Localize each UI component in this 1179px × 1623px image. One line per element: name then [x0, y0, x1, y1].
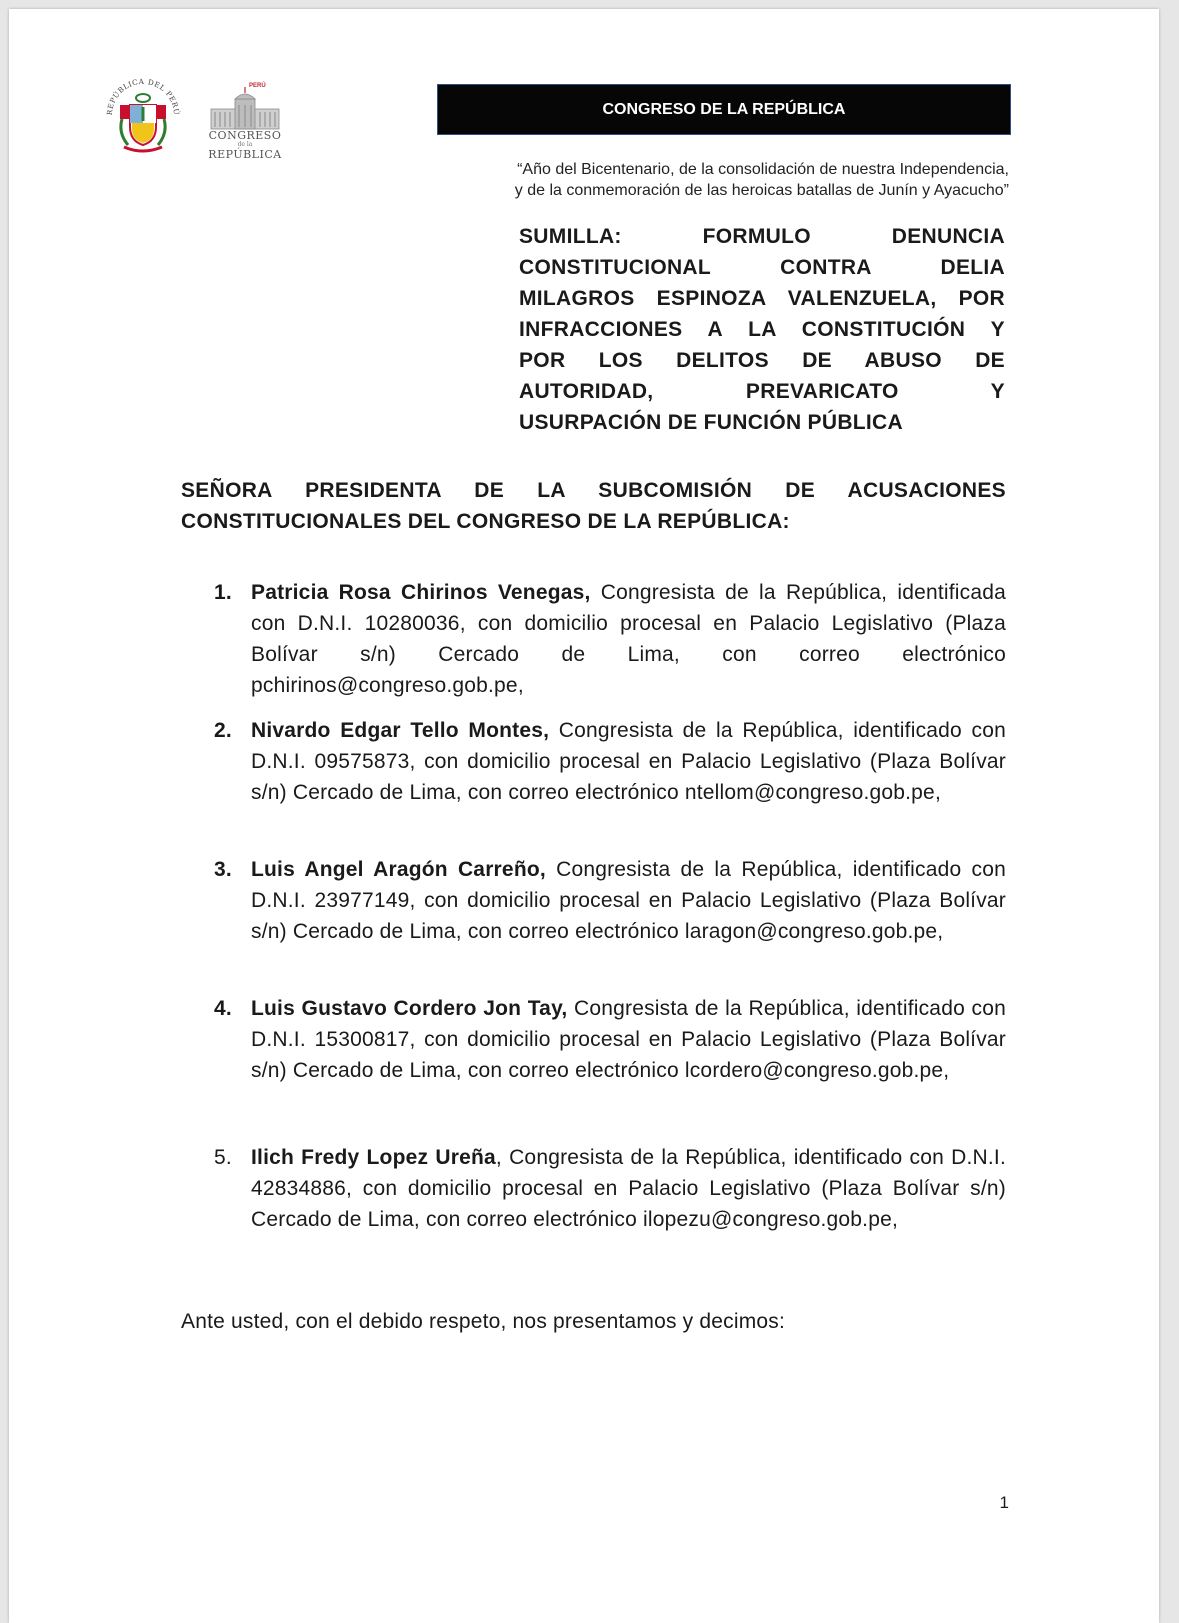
sumilla-line: CONSTITUCIONAL CONTRA DELIA: [519, 256, 1005, 279]
list-item: [214, 715, 1006, 808]
list-item-number: 4.: [214, 997, 232, 1020]
header-title-bar: [437, 84, 1011, 135]
closing-statement: Ante usted, con el debido respeto, nos presentamos y decimos:: [181, 1310, 786, 1333]
header-title: CONGRESO DE LA REPÚBLICA: [602, 100, 846, 118]
list-item: [214, 1142, 1006, 1235]
congreso-logo: [205, 83, 285, 161]
motto-line-1: “Año del Bicentenario, de la consolidación de nuestra Independencia,: [517, 161, 1009, 178]
party-name: Luis Angel Aragón Carreño,: [251, 858, 546, 881]
party-details: Congresista de la República, identificado con D.N.I. 23977149, con domicilio procesal en Palacio Legislativo (Plaza Bolívar s/n) Cercado de Lima, con correo electrónico laragon@congreso.gob.pe,: [251, 858, 1006, 943]
sumilla-block: [519, 221, 1005, 438]
list-item: [214, 854, 1006, 947]
list-item-number: 2.: [214, 719, 232, 742]
party-details: Congresista de la República, identificado con D.N.I. 09575873, con domicilio procesal en Palacio Legislativo (Plaza Bolívar s/n) Cercado de Lima, con correo electrónico ntellom@congreso.gob.pe,: [251, 719, 1006, 804]
party-details: , Congresista de la República, identificado con D.N.I. 42834886, con domicilio procesal en Palacio Legislativo (Plaza Bolívar s/n) Cercado de Lima, con correo electrónico ilopezu@congreso.gob.pe,: [251, 1146, 1006, 1231]
year-motto: [439, 159, 1009, 201]
list-item-number: 5.: [214, 1146, 232, 1169]
seal-text: REPÚBLICA DEL PERÚ: [104, 76, 182, 116]
sumilla-line: MILAGROS ESPINOZA VALENZUELA, POR: [519, 287, 1005, 310]
sumilla-line: AUTORIDAD, PREVARICATO Y: [519, 380, 1005, 403]
party-details: Congresista de la República, identificada con D.N.I. 10280036, con domicilio procesal en Palacio Legislativo (Plaza Bolívar s/n) Cercado de Lima, con correo electrónico pchirinos@congreso.gob.pe,: [251, 581, 1006, 697]
party-name: Ilich Fredy Lopez Ureña: [251, 1146, 496, 1169]
congreso-logo-line1: CONGRESO: [208, 129, 282, 142]
list-item: [214, 577, 1006, 701]
list-item-number: 3.: [214, 858, 232, 881]
congress-building-icon: [205, 87, 285, 133]
addressee-line-2: CONSTITUCIONALES DEL CONGRESO DE LA REPÚBLICA:: [181, 510, 790, 533]
page-number: 1: [999, 1493, 1009, 1512]
party-name: Patricia Rosa Chirinos Venegas,: [251, 581, 591, 604]
document-page: [9, 9, 1159, 1623]
sumilla-line: USURPACIÓN DE FUNCIÓN PÚBLICA: [519, 411, 903, 434]
congreso-logo-line2: de la: [237, 141, 253, 148]
party-name: Luis Gustavo Cordero Jon Tay,: [251, 997, 568, 1020]
motto-line-2: y de la conmemoración de las heroicas batallas de Junín y Ayacucho”: [514, 182, 1009, 199]
party-name: Nivardo Edgar Tello Montes,: [251, 719, 550, 742]
sumilla-line: INFRACCIONES A LA CONSTITUCIÓN Y: [519, 318, 1005, 341]
sumilla-line: POR LOS DELITOS DE ABUSO DE: [519, 349, 1005, 372]
list-item: [214, 993, 1006, 1086]
sumilla-line: SUMILLA: FORMULO DENUNCIA: [519, 225, 1005, 248]
congreso-logo-peru: PERÚ: [249, 83, 266, 89]
addressee-heading: [181, 475, 1006, 537]
congreso-logo-line3: REPÚBLICA: [208, 148, 282, 161]
party-details: Congresista de la República, identificado con D.N.I. 15300817, con domicilio procesal en Palacio Legislativo (Plaza Bolívar s/n) Cercado de Lima, con correo electrónico lcordero@congreso.gob.pe,: [251, 997, 1006, 1082]
addressee-line-1: SEÑORA PRESIDENTA DE LA SUBCOMISIÓN DE ACUSACIONES: [181, 479, 1006, 502]
peru-coat-of-arms-logo: [104, 71, 182, 155]
list-item-number: 1.: [214, 581, 232, 604]
